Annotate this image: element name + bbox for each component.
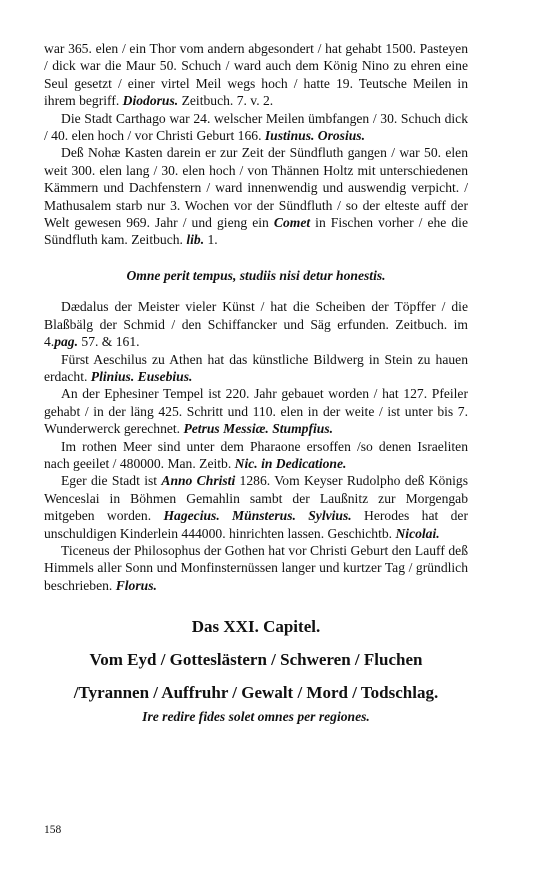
paragraph: [44, 472, 468, 542]
paragraph-text: Die Stadt Carthago war 24. welscher Meilen ümbfangen / 30. Schuch dick / 40. elen hoch / vor Christi Geburt 166.: [44, 110, 468, 144]
paragraph: [44, 438, 468, 473]
citation: Petrus Messiæ. Stumpfius.: [183, 421, 334, 437]
citation: Nicolai.: [395, 525, 440, 541]
paragraph-text: Im rothen Meer sind unter dem Pharaone ersoffen /so denen Israeliten nach geeilet / 480000. Man. Zeitb.: [44, 438, 468, 471]
paragraph-text: Deß Nohæ Kasten darein er zur Zeit der Sündfluth gangen / war 50. elen weit 300. elen lang / 30. elen hoch / von Thännen Holtz mit unterschiedenen Kämmern und Dachfenstern / ward innenwendig und auswendig verpicht. / Mathusalem starb nur 3. Wochen vor der Sündfluth / so der elteste auff der Welt gewesen 969. Jahr / und gieng ein: [44, 145, 468, 231]
citation: Nic. in Dedicatione.: [234, 455, 347, 471]
page-number: 158: [44, 824, 62, 836]
motto: Omne perit tempus, studiis nisi detur honestis.: [126, 267, 386, 283]
citation: Iustinus. Orosius.: [264, 128, 365, 144]
chapter-number: Das XXI. Capitel.: [191, 617, 321, 637]
paragraph-text: Dædalus der Meister vieler Künst / hat die Scheiben der Töpffer / die Blaßbälg der Schmid / den Schiffancker und Säg erfunden. Zeitbuch. im 4.: [44, 299, 468, 350]
paragraph: [44, 110, 468, 145]
paragraph-text: Herodes hat der unschuldigen Kinderlein 444000. hinrichten lassen. Geschichtb.: [44, 508, 468, 541]
paragraph: [44, 351, 468, 386]
chapter-motto: Ire redire fides solet omnes per regiones.: [142, 709, 370, 725]
paragraph-text: Zeitbuch. 7. v. 2.: [178, 93, 274, 109]
paragraph-text: 1286. Vom Keyser Rudolpho deß Königs Wenceslai in Böhmen Gemahlin sambt der Laußnitz zur Morgengab mitgeben worden.: [44, 473, 468, 524]
citation: Diodorus.: [122, 93, 179, 109]
paragraph: [44, 144, 468, 248]
text-block-bottom: [44, 298, 468, 594]
paragraph: [44, 542, 468, 594]
paragraph-text: An der Ephesiner Tempel ist 220. Jahr gebauet worden / hat 127. Pfeiler gehabt / in der läng 425. Schritt und 110. elen in der weite / ist unter bis 7. Wunderwerck gerechnet.: [44, 386, 468, 437]
citation: Hagecius. Münsterus. Sylvius.: [163, 508, 352, 524]
paragraph: [44, 40, 468, 110]
paragraph-text: in Fischen vorher / ehe die Sündfluth kam. Zeitbuch.: [44, 215, 468, 248]
citation: Comet: [273, 215, 311, 231]
chapter-title-line-2: /Tyrannen / Auffruhr / Gewalt / Mord / Todschlag.: [73, 683, 439, 703]
paragraph-text: war 365. elen / ein Thor vom andern abgesondert / hat gehabt 1500. Pasteyen / dick war die Maur 50. Schuch / ward auch dem König Nino zu ehren eine Seul gesetzt / einer virtel Meil wegs hoch / hatte 19. Teutsche Meilen in ihrem begriff.: [44, 41, 468, 109]
citation: pag.: [54, 334, 78, 350]
paragraph: [44, 385, 468, 437]
citation: Florus.: [115, 577, 157, 593]
citation: Plinius. Eusebius.: [90, 368, 193, 384]
paragraph-text: Eger die Stadt ist: [61, 473, 162, 489]
page-body: [44, 40, 468, 726]
paragraph-text: 57. & 161.: [78, 334, 140, 350]
chapter-title-line-1: Vom Eyd / Gotteslästern / Schweren / Fluchen: [89, 650, 423, 670]
paragraph-text: 1.: [204, 232, 218, 248]
paragraph: [44, 298, 468, 350]
citation: Anno Christi: [161, 473, 236, 489]
citation: lib.: [186, 232, 205, 248]
paragraph-text: Fürst Aeschilus zu Athen hat das künstliche Bildwerg in Stein zu hauen erdacht.: [44, 351, 468, 384]
text-block-top: [44, 40, 468, 249]
paragraph-text: Ticeneus der Philosophus der Gothen hat vor Christi Geburt den Lauff deß Himmels aller Sonn und Monfinsternüssen langer und kurtzer Tag / gründlich beschrieben.: [44, 542, 468, 593]
